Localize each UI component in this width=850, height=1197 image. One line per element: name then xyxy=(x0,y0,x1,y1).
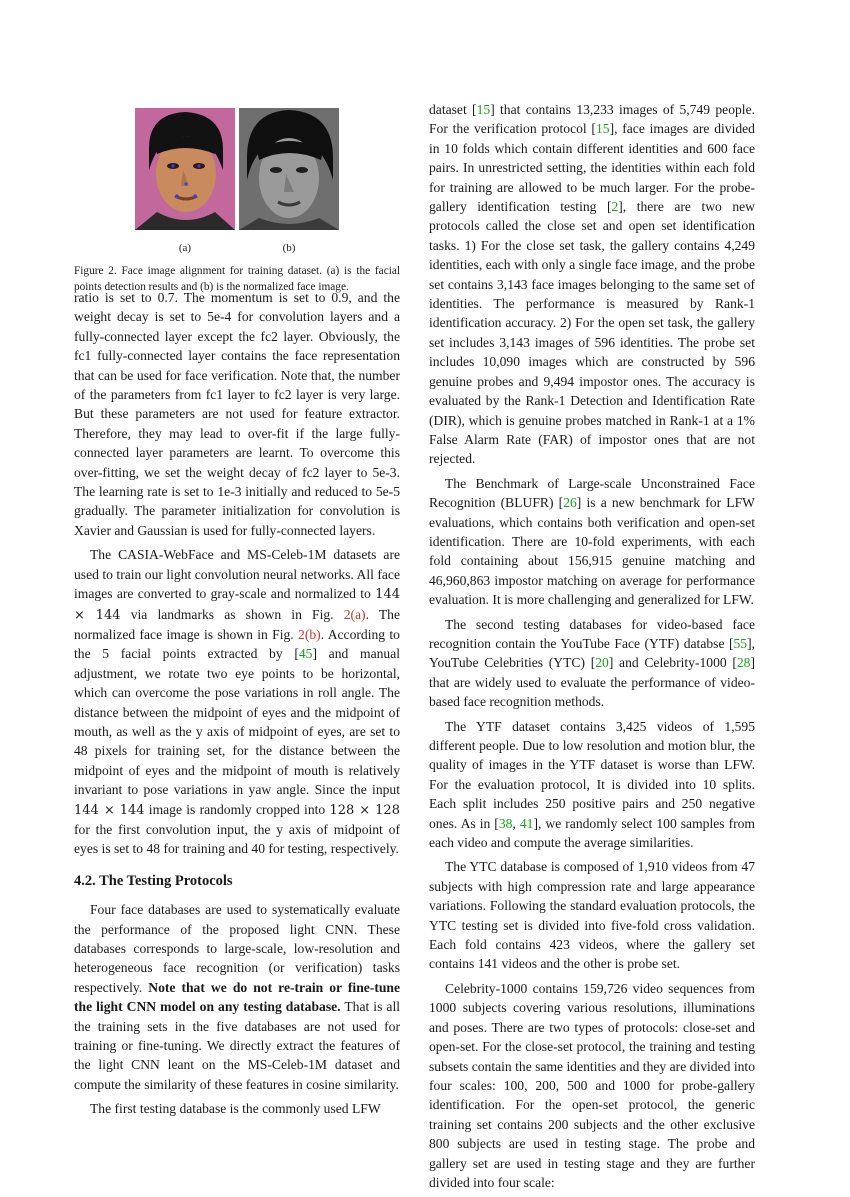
left-paragraph-3 xyxy=(74,900,400,1094)
math-expression: 144 × 144 xyxy=(74,802,145,818)
section-heading: 4.2. The Testing Protocols xyxy=(74,872,233,889)
subfigure-label-a: (a) xyxy=(178,242,192,254)
text-span: . The normalized face image is shown in Fig. xyxy=(74,606,400,642)
citation-link[interactable]: 45 xyxy=(298,646,313,662)
text-span: . According to the 5 facial points extracted by [ xyxy=(74,626,400,662)
text-span: ], face images are divided in 10 folds which contain different identities and 600 face pairs. In unrestricted setting, the identities within each fold for training are allowed to be much larger. For the probe-gallery identification testing [ xyxy=(429,121,755,215)
text-span: ] that contains 13,233 images of 5,749 people. For the verification protocol [ xyxy=(429,102,756,137)
figure-caption: Figure 2. Face image alignment for training dataset. (a) is the facial points detection results and (b) is the normalized face image. xyxy=(74,265,400,293)
right-column xyxy=(429,100,755,1197)
text-span: dataset [ xyxy=(429,102,477,117)
text-span: ] that are widely used to evaluate the performance of video-based face recognition methods. xyxy=(429,655,755,710)
left-column xyxy=(74,288,400,1124)
text-span: ], we randomly select 100 samples from each video and compute the average similarities. xyxy=(429,815,756,851)
citation-link[interactable]: 15 xyxy=(595,121,610,137)
citation-link[interactable]: 26 xyxy=(563,495,577,511)
text-span: image is randomly cropped into xyxy=(144,801,330,817)
left-paragraph-1: ratio is set to 0.7. The momentum is set to 0.9, and the weight decay is set to 5e-4 for convolution layers and a fully-connected layer except the fc2 layer. Obviously, the fc1 fully-connected layer contains the face representation that can be used for face verification. Note that, the number of the parameters from fc1 layer to fc2 layer is very large. But these parameters are not used for feature extractor. Therefore, they may lead to over-fit if the large fully-connected layer parameters are learnt. To overcome this over-fitting, we set the weight decay of fc2 layer to 5e-3. The learning rate is set to 1e-3 initially and reduced to 5e-5 gradually. The parameter initialization for convolution is Xavier and Gaussian is used for fully-connected layers. xyxy=(74,290,400,538)
figure-images xyxy=(74,108,400,230)
bold-note: Note that we do not re-train or fine-tune the light CNN model on any testing database. xyxy=(74,979,401,1015)
text-span: The CASIA-WebFace and MS-Celeb-1M datasets are used to train our light convolution neural networks. All face images are converted to gray-scale and normalized to xyxy=(74,547,400,602)
citation-link[interactable]: 41 xyxy=(519,815,534,831)
left-paragraph-4: The first testing database is the commonly used LFW xyxy=(90,1101,381,1117)
text-span: That is all the training sets in the five databases are not used for training or fine-tuning. We directly extract the features of the light CNN leant on the MS-Celeb-1M dataset and compute the similarity of these features in cosine similarity. xyxy=(74,999,400,1092)
face-gray-illustration xyxy=(239,108,339,230)
text-span: ], there are two new protocols called the close set and open set identification tasks. 1) For the close set task, the gallery contains 4,249 identities, each with only a single face image, and the probe set contains 3,143 face images belonging to the same set of identities. The performance is measured by Rank-1 identification accuracy. 2) For the open set task, the gallery set includes 3,143 images of 596 identities. The probe set includes 10,090 images which are constructed by 596 genuine probes and 9,494 impostor ones. The accuracy is evaluated by the Rank-1 Detection and Identification Rate (DIR), which is genuine probes matched in Rank-1 at a 1% False Alarm Rate (FAR) of impostor ones that are not rejected. xyxy=(429,199,755,467)
facial-points-image xyxy=(135,108,235,230)
face-color-illustration xyxy=(135,108,235,230)
math-expression: 144 × 144 xyxy=(74,587,400,623)
citation-link[interactable]: 55 xyxy=(733,635,748,651)
normalized-face-image xyxy=(239,108,339,230)
math-expression: 128 × 128 xyxy=(329,802,400,818)
citation-link[interactable]: 38 xyxy=(498,815,513,831)
text-span: ] is a new benchmark for LFW evaluations, which contains both verification and open-set identification. There are 10-fold experiments, with each fold containing about 156,915 genuine matching and 46,960,863 impostor matching on average for performance evaluation. It is more challenging and generalized for LFW. xyxy=(429,495,755,608)
figure-2 xyxy=(74,108,400,295)
figure-ref-link[interactable]: 2(a) xyxy=(343,606,366,622)
right-paragraph-3 xyxy=(429,615,755,712)
text-span: The Benchmark of Large-scale Unconstrained Face Recognition (BLUFR) [ xyxy=(429,475,755,511)
text-span: ] and Celebrity-1000 [ xyxy=(608,655,737,671)
text-span: for the first convolution input, the y axis of midpoint of eyes is set to 48 for training and 40 for testing, respectively. xyxy=(74,821,400,857)
text-span: The second testing databases for video-based face recognition contain the YouTube Face (YTF) databse [ xyxy=(429,616,755,651)
text-span: Four face databases are used to systematically evaluate the performance of the proposed light CNN. These databases corresponds to large-scale, low-resolution and heterogeneous face recognition (or verification) tasks respectively. xyxy=(74,902,400,995)
subfigure-label-b: (b) xyxy=(282,242,296,254)
right-paragraph-6: Celebrity-1000 contains 159,726 video sequences from 1000 subjects covering various resolutions, illuminations and poses. There are two types of protocols: close-set and open-set. For the close-set protocol, the training and testing subsets contain the same identities and they are divided into four scales: 100, 200, 500 and 1000 for probe-gallery identification. For the open-set protocol, the generic training set contains 200 subjects and the other exclusive 800 subjects are used in testing stage. The probe and gallery set are used in testing stage and they are further divided into four scale: xyxy=(429,980,755,1190)
figure-subfigure-labels xyxy=(74,242,400,254)
left-paragraph-2 xyxy=(74,545,400,859)
citation-link[interactable]: 28 xyxy=(736,655,751,671)
right-paragraph-2 xyxy=(429,474,755,610)
text-span: ] and manual adjustment, we rotate two eye points to be horizontal, which can overcome the pose variations in roll angle. The distance between the midpoint of eyes and the midpoint of mouth, as well as the y axis of midpoint of eyes, are set to 48 pixels for training set, for the distance between the midpoint of eyes and the midpoint of mouth is relatively invariant to pose variations in yaw angle. Since the input xyxy=(74,646,401,798)
text-span: via landmarks as shown in Fig. xyxy=(120,606,344,622)
citation-link[interactable]: 2 xyxy=(611,199,619,215)
text-span: The YTF dataset contains 3,425 videos of 1,595 different people. Due to low resolution and motion blur, the quality of images in the YTF dataset is worse than LFW. For the evaluation protocol, It is divided into 10 splits. Each split includes 250 positive pairs and 250 negative ones. As in [ xyxy=(429,718,755,831)
citation-link[interactable]: 15 xyxy=(476,102,491,117)
right-paragraph-4 xyxy=(429,717,755,853)
text-span: ], YouTube Celebrities (YTC) [ xyxy=(429,635,755,671)
text-span: , xyxy=(512,815,520,831)
figure-ref-link[interactable]: 2(b) xyxy=(298,626,321,642)
right-paragraph-5: The YTC database is composed of 1,910 videos from 47 subjects with high compression rate and large appearance variations. Following the standard evaluation protocols, the YTC testing set is divided into five-fold cross validation. Each fold contains 423 videos, where the gallery set contains 141 videos and the other is probe set. xyxy=(429,859,755,972)
right-paragraph-1 xyxy=(429,100,755,469)
citation-link[interactable]: 20 xyxy=(595,655,609,671)
